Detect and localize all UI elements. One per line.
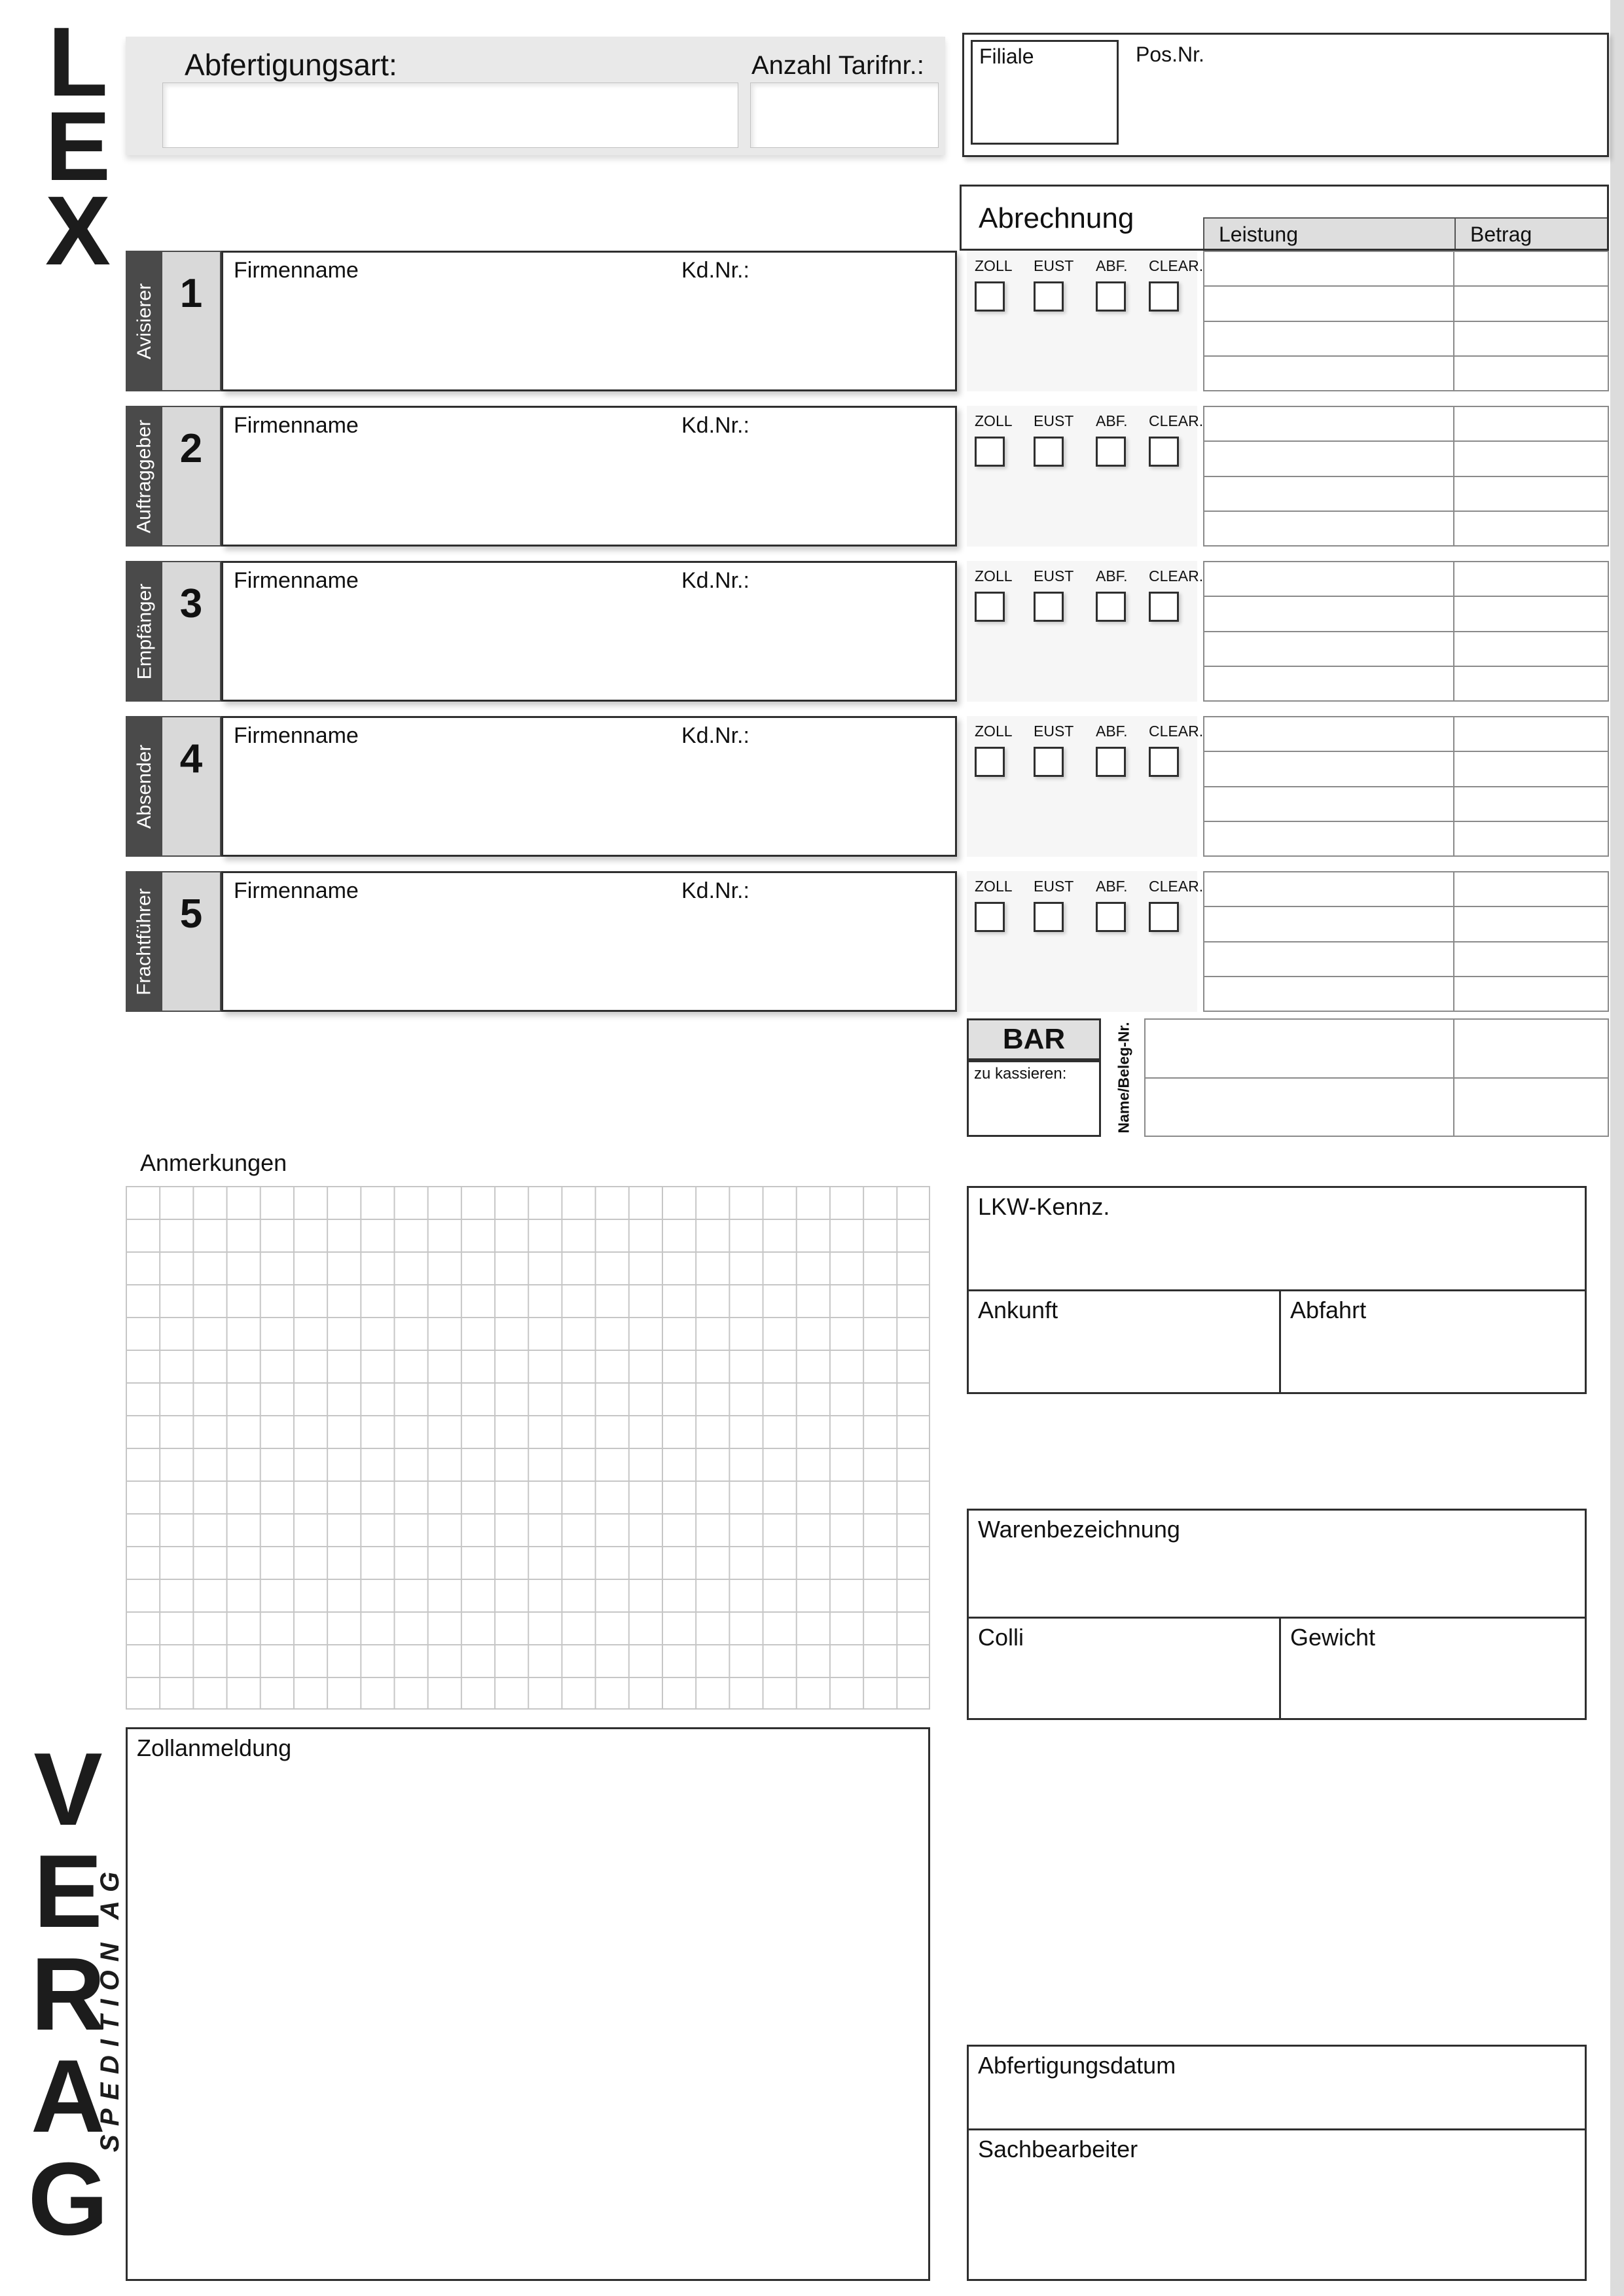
table-row	[1204, 512, 1608, 545]
abf-label: ABF.	[1096, 723, 1128, 740]
betrag-cell[interactable]	[1454, 512, 1608, 545]
abf-label: ABF.	[1096, 257, 1128, 274]
bar-title: BAR	[967, 1018, 1101, 1060]
checkbox-group-abf	[1096, 412, 1128, 467]
table-row	[1204, 942, 1608, 977]
party-block-absender	[126, 716, 1609, 857]
table-row	[1204, 717, 1608, 752]
zoll-checkbox[interactable]	[975, 747, 1005, 777]
betrag-cell[interactable]	[1454, 752, 1608, 785]
leistung-cell[interactable]	[1146, 1020, 1454, 1077]
leistung-cell[interactable]	[1204, 322, 1454, 355]
betrag-column-header: Betrag	[1454, 217, 1607, 249]
anzahl-tarifnr-field[interactable]	[750, 82, 939, 148]
betrag-cell[interactable]	[1454, 252, 1608, 285]
betrag-cell[interactable]	[1454, 442, 1608, 475]
betrag-cell[interactable]	[1454, 477, 1608, 511]
checkbox-panel	[967, 561, 1204, 702]
checkbox-group-abf	[1096, 257, 1128, 312]
table-row	[1204, 977, 1608, 1011]
abrechnung-table	[1203, 871, 1609, 1012]
abf-checkbox[interactable]	[1096, 437, 1126, 467]
zoll-label: ZOLL	[975, 257, 1013, 274]
eust-checkbox[interactable]	[1034, 281, 1064, 312]
checkbox-group-eust	[1034, 878, 1074, 932]
party-left	[126, 406, 221, 547]
leistung-cell[interactable]	[1204, 632, 1454, 666]
party-number: 3	[162, 562, 220, 700]
party-number: 1	[162, 252, 220, 390]
party-block-auftraggeber	[126, 406, 1609, 547]
name-beleg-nr-label-wrap	[1105, 1018, 1143, 1137]
gewicht-label: Gewicht	[1290, 1624, 1376, 1651]
checkbox-panel	[967, 716, 1204, 857]
firmenname-label: Firmenname	[234, 568, 359, 593]
table-row	[1204, 562, 1608, 597]
checkbox-group-clear	[1149, 567, 1203, 622]
abf-checkbox[interactable]	[1096, 592, 1126, 622]
table-row	[1204, 667, 1608, 700]
checkbox-panel	[967, 871, 1204, 1012]
leistung-cell[interactable]	[1204, 357, 1454, 390]
betrag-cell[interactable]	[1454, 407, 1608, 440]
checkbox-group-clear	[1149, 723, 1203, 777]
table-row	[1204, 752, 1608, 787]
spedition-ag-label-wrap	[96, 1738, 126, 2276]
clear-checkbox[interactable]	[1149, 437, 1179, 467]
checkbox-group-zoll	[975, 412, 1013, 467]
leistung-cell[interactable]	[1146, 1079, 1454, 1136]
anzahl-tarifnr-label: Anzahl Tarifnr.:	[751, 51, 924, 80]
zu-kassieren-field[interactable]	[967, 1060, 1101, 1137]
abfahrt-field[interactable]	[1279, 1291, 1585, 1392]
party-block-frachtfuehrer	[126, 871, 1609, 1012]
table-row	[1204, 287, 1608, 321]
leistung-cell[interactable]	[1204, 667, 1454, 700]
checkbox-panel	[967, 406, 1204, 547]
checkbox-group-eust	[1034, 567, 1074, 622]
firmenname-field[interactable]	[221, 871, 957, 1012]
clear-checkbox[interactable]	[1149, 281, 1179, 312]
firmenname-label: Firmenname	[234, 413, 359, 438]
party-block-empfaenger	[126, 561, 1609, 702]
leistung-cell[interactable]	[1204, 512, 1454, 545]
eust-checkbox[interactable]	[1034, 902, 1064, 932]
table-row	[1204, 252, 1608, 287]
checkbox-group-abf	[1096, 878, 1128, 932]
eust-label: EUST	[1034, 412, 1074, 429]
ankunft-field[interactable]	[969, 1291, 1279, 1392]
spedition-ag-label: SPEDITION AG	[96, 1863, 125, 2152]
leistung-cell[interactable]	[1204, 252, 1454, 285]
zoll-checkbox[interactable]	[975, 592, 1005, 622]
zoll-checkbox[interactable]	[975, 437, 1005, 467]
leistung-cell[interactable]	[1204, 407, 1454, 440]
betrag-cell[interactable]	[1454, 322, 1608, 355]
clear-label: CLEAR.	[1149, 412, 1204, 429]
party-number: 2	[162, 407, 220, 545]
betrag-cell[interactable]	[1454, 787, 1608, 821]
firmenname-label: Firmenname	[234, 723, 359, 748]
leistung-cell[interactable]	[1204, 977, 1454, 1011]
checkbox-group-abf	[1096, 567, 1128, 622]
checkbox-group-clear	[1149, 257, 1203, 312]
zoll-label: ZOLL	[975, 412, 1013, 429]
checkbox-group-zoll	[975, 567, 1013, 622]
role-label: Frachtführer	[134, 888, 156, 996]
zu-kassieren-label: zu kassieren:	[974, 1065, 1067, 1083]
eust-label: EUST	[1034, 567, 1074, 584]
checkbox-group-zoll	[975, 723, 1013, 777]
party-number: 5	[162, 872, 220, 1011]
firmenname-field[interactable]	[221, 406, 957, 547]
clear-checkbox[interactable]	[1149, 902, 1179, 932]
eust-checkbox[interactable]	[1034, 437, 1064, 467]
sachbearbeiter-label: Sachbearbeiter	[978, 2136, 1138, 2162]
abfertigungsdatum-field[interactable]	[969, 2047, 1585, 2130]
abfertigungsdatum-label: Abfertigungsdatum	[978, 2052, 1176, 2079]
clear-label: CLEAR.	[1149, 567, 1204, 584]
betrag-cell[interactable]	[1454, 872, 1608, 906]
clear-checkbox[interactable]	[1149, 747, 1179, 777]
checkbox-group-zoll	[975, 257, 1013, 312]
lkw-kennz-label: LKW-Kennz.	[978, 1193, 1110, 1220]
leistung-cell[interactable]	[1204, 562, 1454, 596]
role-bar	[127, 407, 162, 545]
warenbezeichnung-field[interactable]	[969, 1511, 1585, 1619]
datum-sachbearbeiter-box	[967, 2045, 1587, 2281]
leistung-cell[interactable]	[1204, 442, 1454, 475]
table-row	[1204, 822, 1608, 855]
zoll-label: ZOLL	[975, 878, 1013, 895]
firmenname-field[interactable]	[221, 561, 957, 702]
gewicht-field[interactable]	[1279, 1619, 1585, 1718]
header-band	[126, 37, 945, 155]
betrag-cell[interactable]	[1454, 717, 1608, 751]
anmerkungen-label: Anmerkungen	[140, 1149, 287, 1176]
sachbearbeiter-field[interactable]	[969, 2130, 1585, 2279]
table-row	[1204, 907, 1608, 942]
kdnr-label: Kd.Nr.:	[681, 878, 749, 903]
checkbox-group-abf	[1096, 723, 1128, 777]
role-label: Empfänger	[134, 583, 155, 679]
abrechnung-title: Abrechnung	[979, 202, 1134, 234]
leistung-cell[interactable]	[1204, 597, 1454, 630]
eust-label: EUST	[1034, 257, 1074, 274]
table-row	[1146, 1079, 1608, 1136]
eust-label: EUST	[1034, 723, 1074, 740]
abf-label: ABF.	[1096, 878, 1128, 895]
zoll-label: ZOLL	[975, 723, 1013, 740]
waren-box	[967, 1509, 1587, 1720]
role-bar	[127, 872, 162, 1011]
filiale-field[interactable]	[971, 40, 1119, 145]
abrechnung-table	[1203, 251, 1609, 391]
checkbox-group-eust	[1034, 412, 1074, 467]
table-row	[1204, 597, 1608, 632]
clear-label: CLEAR.	[1149, 723, 1204, 740]
leistung-cell[interactable]	[1204, 752, 1454, 785]
eust-checkbox[interactable]	[1034, 592, 1064, 622]
lkw-bottom-row	[969, 1291, 1585, 1392]
checkbox-panel	[967, 251, 1204, 391]
abfertigungsart-label: Abfertigungsart:	[185, 48, 397, 82]
betrag-cell[interactable]	[1454, 822, 1608, 855]
firmenname-label: Firmenname	[234, 258, 359, 283]
kdnr-label: Kd.Nr.:	[681, 413, 749, 438]
party-left	[126, 871, 221, 1012]
filiale-label: Filiale	[979, 45, 1034, 68]
bar-table	[1144, 1018, 1609, 1137]
table-row	[1204, 477, 1608, 512]
abfertigungsart-field[interactable]	[162, 82, 738, 148]
table-row	[1204, 322, 1608, 357]
table-row	[1204, 787, 1608, 822]
role-bar	[127, 717, 162, 855]
zoll-checkbox[interactable]	[975, 902, 1005, 932]
clear-label: CLEAR.	[1149, 878, 1204, 895]
abrechnung-table	[1203, 716, 1609, 857]
party-left	[126, 251, 221, 391]
pos-nr-label: Pos.Nr.	[1136, 43, 1204, 66]
betrag-cell[interactable]	[1454, 632, 1608, 666]
abf-checkbox[interactable]	[1096, 747, 1126, 777]
leistung-cell[interactable]	[1204, 942, 1454, 976]
zoll-checkbox[interactable]	[975, 281, 1005, 312]
colli-field[interactable]	[969, 1619, 1279, 1718]
abf-label: ABF.	[1096, 567, 1128, 584]
role-bar	[127, 252, 162, 390]
ankunft-label: Ankunft	[978, 1297, 1058, 1323]
betrag-cell[interactable]	[1454, 1079, 1608, 1136]
filiale-posnr-box	[962, 33, 1609, 157]
betrag-cell[interactable]	[1454, 597, 1608, 630]
party-left	[126, 716, 221, 857]
table-row	[1204, 632, 1608, 667]
kdnr-label: Kd.Nr.:	[681, 723, 749, 748]
party-block-avisierer	[126, 251, 1609, 391]
checkbox-group-clear	[1149, 878, 1203, 932]
role-label: Absender	[134, 744, 155, 829]
leistung-cell[interactable]	[1204, 872, 1454, 906]
anmerkungen-grid-field[interactable]	[126, 1186, 930, 1710]
abrechnung-table	[1203, 406, 1609, 547]
table-row	[1204, 442, 1608, 476]
verag-logo: VERAG	[27, 1732, 109, 2257]
pos-nr-field[interactable]	[1127, 69, 1602, 151]
party-left	[126, 561, 221, 702]
firmenname-field[interactable]	[221, 716, 957, 857]
betrag-cell[interactable]	[1454, 1020, 1608, 1077]
table-row	[1204, 357, 1608, 390]
lkw-box	[967, 1186, 1587, 1394]
firmenname-label: Firmenname	[234, 878, 359, 903]
role-label: Avisierer	[134, 283, 155, 359]
table-row	[1204, 872, 1608, 907]
abf-label: ABF.	[1096, 412, 1128, 429]
page-edge-strip	[1610, 0, 1624, 2296]
abfahrt-label: Abfahrt	[1290, 1297, 1367, 1323]
clear-checkbox[interactable]	[1149, 592, 1179, 622]
zollanmeldung-label: Zollanmeldung	[137, 1734, 292, 1761]
checkbox-group-eust	[1034, 257, 1074, 312]
betrag-cell[interactable]	[1454, 287, 1608, 320]
leistung-cell[interactable]	[1204, 477, 1454, 511]
abf-checkbox[interactable]	[1096, 281, 1126, 312]
leistung-column-header: Leistung	[1203, 217, 1454, 249]
party-number: 4	[162, 717, 220, 855]
warenbezeichnung-label: Warenbezeichnung	[978, 1516, 1180, 1543]
table-row	[1146, 1020, 1608, 1079]
abrechnung-header	[960, 185, 1609, 251]
checkbox-group-eust	[1034, 723, 1074, 777]
betrag-cell[interactable]	[1454, 562, 1608, 596]
zollanmeldung-field[interactable]	[126, 1727, 930, 2281]
checkbox-group-clear	[1149, 412, 1203, 467]
table-row	[1204, 407, 1608, 442]
leistung-cell[interactable]	[1204, 822, 1454, 855]
lex-logo: LEX	[45, 7, 111, 285]
leistung-cell[interactable]	[1204, 717, 1454, 751]
eust-label: EUST	[1034, 878, 1074, 895]
betrag-cell[interactable]	[1454, 907, 1608, 941]
lkw-kennz-field[interactable]	[969, 1188, 1585, 1291]
zoll-label: ZOLL	[975, 567, 1013, 584]
betrag-cell[interactable]	[1454, 667, 1608, 700]
leistung-cell[interactable]	[1204, 287, 1454, 320]
colli-label: Colli	[978, 1624, 1024, 1651]
leistung-cell[interactable]	[1204, 907, 1454, 941]
checkbox-group-zoll	[975, 878, 1013, 932]
betrag-cell[interactable]	[1454, 942, 1608, 976]
abrechnung-table	[1203, 561, 1609, 702]
leistung-cell[interactable]	[1204, 787, 1454, 821]
eust-checkbox[interactable]	[1034, 747, 1064, 777]
betrag-cell[interactable]	[1454, 357, 1608, 390]
role-bar	[127, 562, 162, 700]
waren-bottom-row	[969, 1619, 1585, 1718]
kdnr-label: Kd.Nr.:	[681, 258, 749, 283]
abf-checkbox[interactable]	[1096, 902, 1126, 932]
clear-label: CLEAR.	[1149, 257, 1204, 274]
role-label: Auftraggeber	[134, 419, 156, 533]
betrag-cell[interactable]	[1454, 977, 1608, 1011]
kdnr-label: Kd.Nr.:	[681, 568, 749, 593]
firmenname-field[interactable]	[221, 251, 957, 391]
name-beleg-nr-label: Name/Beleg-Nr.	[1115, 1022, 1132, 1134]
